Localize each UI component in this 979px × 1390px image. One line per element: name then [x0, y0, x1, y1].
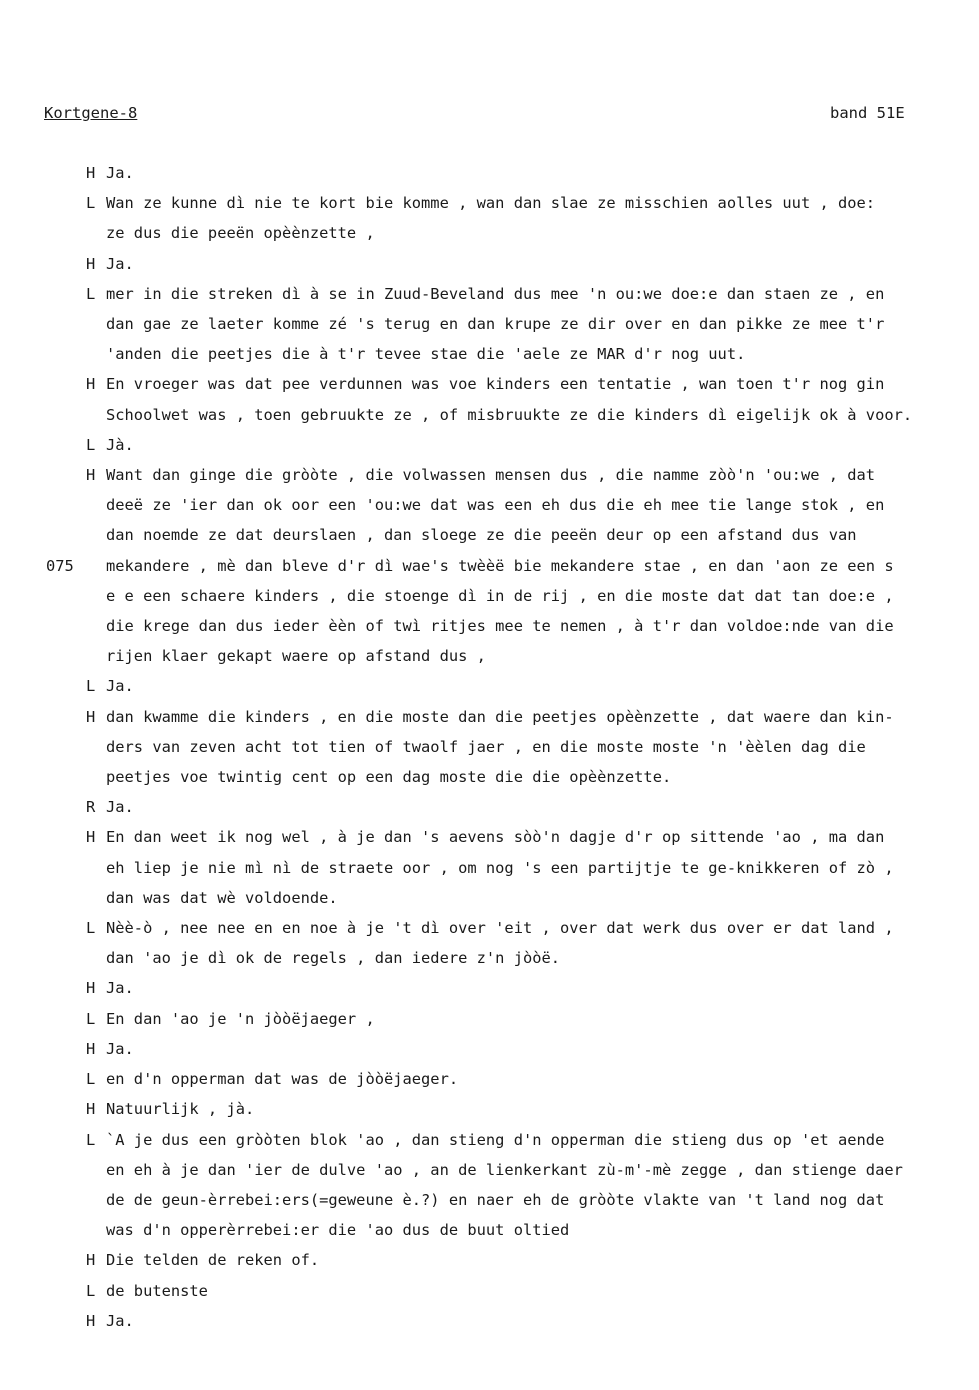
dialogue-turn	[0, 1064, 979, 1094]
utterance-line: dan kwamme die kinders , en die moste dan die peetjes opèènzette , dat waere dan kin-	[106, 707, 894, 726]
utterance	[106, 1306, 979, 1336]
dialogue-turn	[0, 792, 979, 822]
utterance	[106, 460, 979, 671]
speaker-label: H	[86, 1039, 96, 1058]
dialogue-turn	[0, 1034, 979, 1064]
utterance-line: ze dus die peeën opèènzette ,	[106, 224, 375, 243]
speaker-label: H	[86, 375, 96, 394]
dialogue-turn	[0, 279, 979, 370]
utterance	[106, 1034, 979, 1064]
speaker-label: H	[86, 164, 96, 182]
utterance	[106, 822, 979, 913]
utterance-line: was d'n opperèrrebei:er die 'ao dus de buut oltied	[106, 1221, 570, 1240]
dialogue-turn	[0, 188, 979, 248]
utterance-line: e e een schaere kinders , die stoenge dì in de rij , en die moste dat dat tan doe:e ,	[106, 586, 894, 605]
utterance-line: die krege dan dus ieder èèn of twì ritjes mee te nemen , à t'r dan voldoe:nde van die	[106, 617, 894, 636]
utterance-line: Want dan ginge die gròòte , die volwassen mensen dus , die namme zòò'n 'ou:we , dat	[106, 466, 876, 485]
utterance-line: ders van zeven acht tot tien of twaolf jaer , en die moste moste 'n 'èèlen dag die	[106, 737, 866, 756]
utterance-line: Ja.	[106, 979, 134, 998]
tape-reference: band 51E	[830, 104, 905, 122]
utterance-line: En vroeger was dat pee verdunnen was voe kinders een tentatie , wan toen t'r nog gin	[106, 375, 885, 394]
speaker-label: L	[86, 1281, 96, 1300]
utterance-line: peetjes voe twintig cent op een dag moste die die opèènzette.	[106, 768, 672, 787]
utterance-line: Ja.	[106, 798, 134, 817]
utterance-line: dan gae ze laeter komme zé 's terug en dan krupe ze dir over en dan pikke ze mee t'r	[106, 315, 885, 334]
dialogue-turn	[0, 1125, 979, 1246]
speaker-label: H	[86, 979, 96, 998]
dialogue-turn	[0, 1004, 979, 1034]
utterance-line: Jà.	[106, 435, 134, 454]
speaker-label: H	[86, 254, 96, 273]
utterance	[106, 1094, 979, 1124]
utterance-line: 'anden die peetjes die à t'r tevee stae die 'aele ze MAR d'r nog uut.	[106, 345, 746, 364]
utterance	[106, 369, 979, 429]
utterance-line: Ja.	[106, 1311, 134, 1330]
utterance-line: dan noemde ze dat deurslaen , dan sloege ze die peeën deur op een afstand dus van	[106, 526, 857, 545]
speaker-label: H	[86, 1100, 96, 1119]
dialogue-turn	[0, 460, 979, 671]
utterance-line: Ja.	[106, 1039, 134, 1058]
utterance-line: deeë ze 'ier dan ok oor een 'ou:we dat was een eh dus die eh mee tie lange stok , en	[106, 496, 885, 515]
transcript	[0, 158, 979, 1336]
utterance	[106, 1125, 979, 1246]
utterance-line: Ja.	[106, 254, 134, 273]
utterance-line: mekandere , mè dan bleve d'r dì wae's twèèë bie mekandere stae , en dan 'aon ze een s	[106, 556, 894, 575]
utterance	[106, 158, 979, 188]
utterance-line: mer in die streken dì à se in Zuud-Beveland dus mee 'n ou:we doe:e dan staen ze , en	[106, 284, 885, 303]
dialogue-turn	[0, 1245, 979, 1275]
speaker-label: L	[86, 1130, 96, 1149]
utterance-line: Ja.	[106, 164, 134, 182]
utterance	[106, 249, 979, 279]
utterance	[106, 671, 979, 701]
dialogue-turn	[0, 913, 979, 973]
utterance	[106, 913, 979, 973]
counter-number: 075	[46, 556, 74, 575]
speaker-label: H	[86, 466, 96, 485]
utterance-line: eh liep je nie mì nì de straete oor , om nog 's een partijtje te ge-knikkeren of zò ,	[106, 858, 894, 877]
utterance-line: Ja.	[106, 677, 134, 696]
dialogue-turn	[0, 1306, 979, 1336]
utterance-line: `A je dus een gròòten blok 'ao , dan stieng d'n opperman die stieng dus op 'et aende	[106, 1130, 885, 1149]
utterance-line: Die telden de reken of.	[106, 1251, 320, 1270]
utterance-line: Natuurlijk , jà.	[106, 1100, 255, 1119]
utterance-line: de de geun-èrrebei:ers(=geweune è.?) en naer eh de gròòte vlakte van 't land nog dat	[106, 1190, 885, 1209]
dialogue-turn	[0, 369, 979, 429]
dialogue-turn	[0, 1276, 979, 1306]
speaker-label: L	[86, 284, 96, 303]
utterance-line: En dan 'ao je 'n jòòëjaeger ,	[106, 1009, 375, 1028]
speaker-label: R	[86, 798, 96, 817]
utterance	[106, 1276, 979, 1306]
utterance	[106, 973, 979, 1003]
utterance-line: en d'n opperman dat was de jòòëjaeger.	[106, 1070, 459, 1089]
utterance-line: En dan weet ik nog wel , à je dan 's aevens sòò'n dagje d'r op sittende 'ao , ma dan	[106, 828, 885, 847]
utterance	[106, 1064, 979, 1094]
utterance	[106, 188, 979, 248]
utterance	[106, 430, 979, 460]
dialogue-turn	[0, 702, 979, 793]
speaker-label: L	[86, 435, 96, 454]
speaker-label: H	[86, 707, 96, 726]
utterance-line: Wan ze kunne dì nie te kort bie komme , wan dan slae ze misschien aolles uut , doe:	[106, 194, 876, 213]
speaker-label: L	[86, 677, 96, 696]
utterance	[106, 279, 979, 370]
dialogue-turn	[0, 973, 979, 1003]
dialogue-turn	[0, 1094, 979, 1124]
dialogue-turn	[0, 822, 979, 913]
document-title: Kortgene-8	[44, 104, 138, 122]
dialogue-turn	[0, 249, 979, 279]
utterance-line: Schoolwet was , toen gebruukte ze , of misbruukte ze die kinders dì eigelijk ok à voor.	[106, 405, 913, 424]
speaker-label: L	[86, 1070, 96, 1089]
utterance	[106, 702, 979, 793]
dialogue-turn	[0, 671, 979, 701]
speaker-label: L	[86, 194, 96, 213]
utterance-line: Nèè-ò , nee nee en en noe à je 't dì over 'eit , over dat werk dus over er dat land ,	[106, 919, 894, 938]
utterance-line: dan was dat wè voldoende.	[106, 888, 338, 907]
speaker-label: H	[86, 1251, 96, 1270]
utterance-line: en eh à je dan 'ier de dulve 'ao , an de lienkerkant zù-m'-mè zegge , dan stienge daer	[106, 1160, 903, 1179]
dialogue-turn	[0, 430, 979, 460]
dialogue-turn	[0, 158, 979, 188]
speaker-label: H	[86, 828, 96, 847]
speaker-label: H	[86, 1311, 96, 1330]
speaker-label: L	[86, 1009, 96, 1028]
speaker-label: L	[86, 919, 96, 938]
utterance	[106, 792, 979, 822]
utterance	[106, 1004, 979, 1034]
utterance	[106, 1245, 979, 1275]
utterance-line: dan 'ao je dì ok de regels , dan iedere z'n jòòë.	[106, 949, 561, 968]
utterance-line: de butenste	[106, 1281, 208, 1300]
utterance-line: rijen klaer gekapt waere op afstand dus ,	[106, 647, 486, 666]
